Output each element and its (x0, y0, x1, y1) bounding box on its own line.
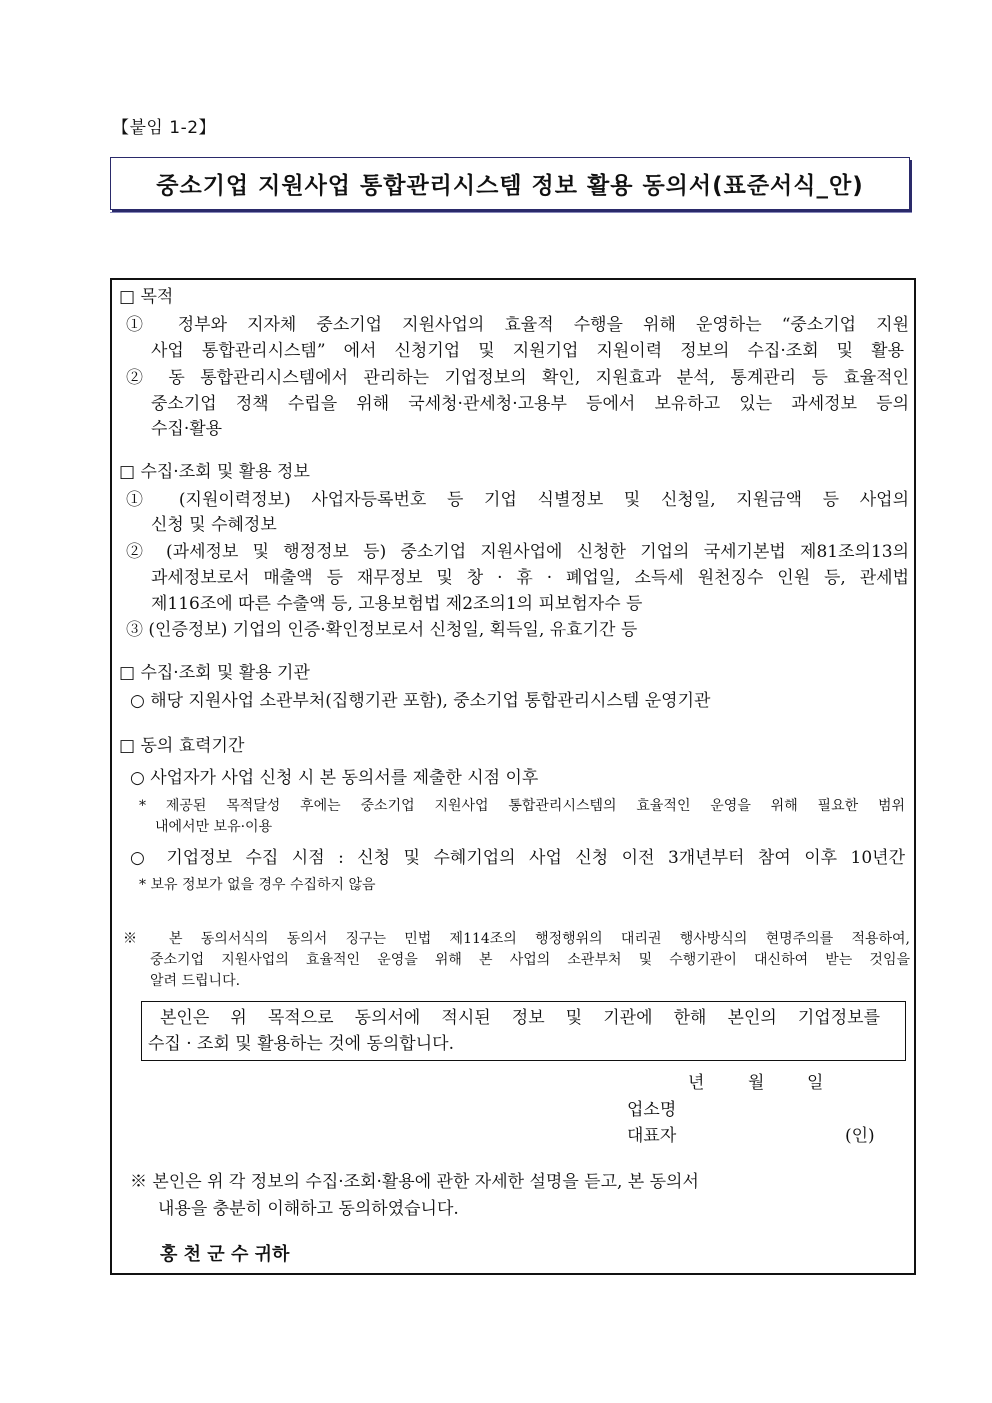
document-title: 중소기업 지원사업 통합관리시스템 정보 활용 동의서(표준서식_안) (156, 173, 864, 199)
info-item-2-line-2: 과세정보로서 매출액 등 재무정보 및 창 · 휴 · 폐업일, 소득세 원천징수 인원 등, 관세법 (151, 568, 909, 588)
notice-line-2: 중소기업 지원사업의 효율적인 운영을 위해 본 사업의 소관부처 및 수행기관이 대신하여 받는 것임을 (150, 952, 910, 968)
period-note-1-line-1: * 제공된 목적달성 후에는 중소기업 지원사업 통합관리시스템의 효율적인 운영을 위해 필요한 범위 (139, 798, 905, 814)
attachment-label: 【붙임 1-2】 (112, 118, 217, 138)
section-heading-agency: □ 수집·조회 및 활용 기관 (119, 663, 310, 683)
title-box (110, 157, 910, 210)
consent-line-1: 본인은 위 목적으로 동의서에 적시된 정보 및 기관에 한해 본인의 기업정보를 (160, 1008, 880, 1028)
agency-item-1: ○ 해당 지원사업 소관부처(집행기관 포함), 중소기업 통합관리시스템 운영기관 (130, 691, 711, 711)
info-item-3: ③ (인증정보) 기업의 인증·확인정보로서 신청일, 획득일, 유효기간 등 (126, 620, 638, 640)
info-item-1-line-1: ① (지원이력정보) 사업자등록번호 등 기업 식별정보 및 신청일, 지원금액 등 사업의 (126, 490, 909, 510)
purpose-item-1-line-1: ① 정부와 지자체 중소기업 지원사업의 효율적 수행을 위해 운영하는 “중소기업 지원 (126, 315, 909, 335)
purpose-item-2-line-3: 수집·활용 (151, 419, 223, 439)
info-item-2-line-1: ② (과세정보 및 행정정보 등) 중소기업 지원사업에 신청한 기업의 국세기본법 제81조의13의 (126, 542, 909, 562)
addressee: 홍 천 군 수 귀하 (160, 1244, 290, 1265)
date-day-label: 일 (807, 1073, 824, 1093)
seal-mark: (인) (845, 1126, 875, 1146)
info-item-1-line-2: 신청 및 수혜정보 (151, 515, 277, 535)
period-note-1-line-2: 내에서만 보유·이용 (155, 819, 273, 835)
notice-line-3: 알려 드립니다. (150, 973, 241, 989)
confirm-line-1: ※ 본인은 위 각 정보의 수집·조회·활용에 관한 자세한 설명을 듣고, 본 동의서 (130, 1172, 699, 1192)
representative-label: 대표자 (627, 1126, 677, 1146)
section-heading-purpose: □ 목적 (119, 287, 174, 307)
info-item-2-line-3: 제116조에 따른 수출액 등, 고용보험법 제2조의1의 피보험자수 등 (151, 594, 643, 614)
purpose-item-1-line-2: 사업 통합관리시스템” 에서 신청기업 및 지원기업 지원이력 정보의 수집·조회 및 활용 (151, 341, 904, 361)
company-name-label: 업소명 (627, 1100, 677, 1120)
period-item-2: ○ 기업정보 수집 시점 : 신청 및 수혜기업의 사업 신청 이전 3개년부터 참여 이후 10년간 (130, 848, 905, 868)
confirm-line-2: 내용을 충분히 이해하고 동의하였습니다. (158, 1199, 459, 1219)
date-month-label: 월 (748, 1073, 765, 1093)
date-year-label: 년 (688, 1073, 705, 1093)
purpose-item-2-line-1: ② 동 통합관리시스템에서 관리하는 기업정보의 확인, 지원효과 분석, 통계관리 등 효율적인 (126, 368, 909, 388)
period-note-2: * 보유 정보가 없을 경우 수집하지 않음 (139, 877, 376, 893)
purpose-item-2-line-2: 중소기업 정책 수립을 위해 국세청·관세청·고용부 등에서 보유하고 있는 과세정보 등의 (151, 394, 909, 414)
period-item-1: ○ 사업자가 사업 신청 시 본 동의서를 제출한 시점 이후 (130, 768, 539, 788)
section-heading-info: □ 수집·조회 및 활용 정보 (119, 462, 310, 482)
section-heading-period: □ 동의 효력기간 (119, 736, 245, 756)
notice-line-1: ※ 본 동의서식의 동의서 징구는 민법 제114조의 행정행위의 대리권 행사방식의 현명주의를 적용하여, (123, 931, 910, 947)
consent-line-2: 수집 · 조회 및 활용하는 것에 동의합니다. (148, 1034, 454, 1054)
